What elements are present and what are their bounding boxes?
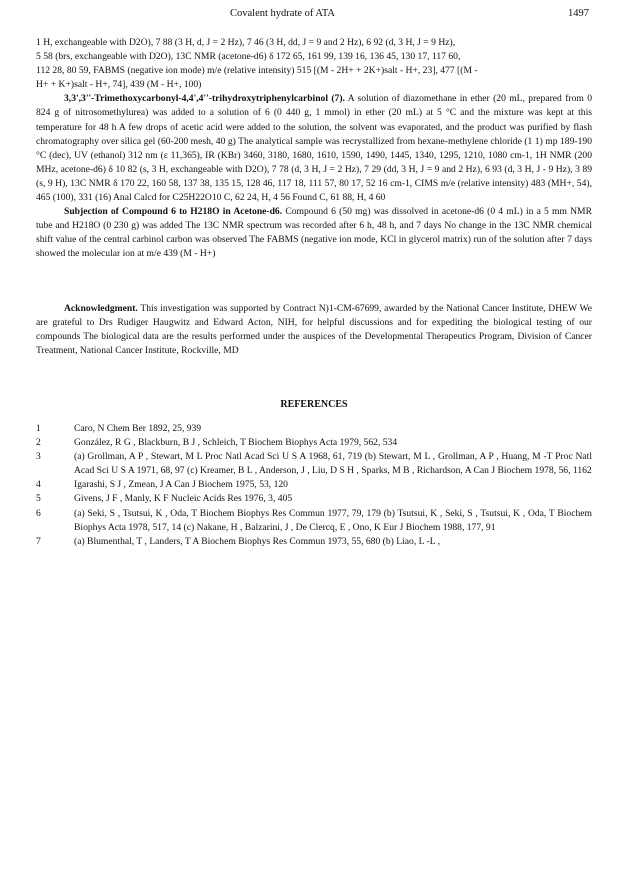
acknowledgment-heading: Acknowledgment. — [64, 302, 138, 314]
continuation-line: H+ + K+)salt - H+, 74], 439 (M - H+, 100) — [36, 79, 202, 91]
reference-item — [36, 422, 592, 436]
spacer — [36, 358, 592, 398]
compound7-text: A solution of diazomethane in ether (20 mL, prepared from 0 824 g of nitrosomethylurea) was added to a solution of 6 (0 440 g, 1 mmol) in ether (20 mL) at 5 °C and the mixture was kept at this temperature for 48 h A few drops of acetic acid were added to the solution, the solvent was evaporated, and the product was purified by flash chromatography over silica gel (60-200 mesh, 40 g) The analytical sample was recrystallized from hexane-methylene chloride (1 1) mp 189-190 °C (dec), UV (ethanol) 312 nm (ε 11,365), IR (KBr) 3460, 3180, 1680, 1610, 1590, 1490, 1445, 1340, 1295, 1210, 1080 cm-1, 1H NMR (200 MHz, acetone-d6) δ 10 82 (s, 3 H, exchangeable with D2O), 7 78 (d, 3 H, J = 2 Hz), 7 29 (dd, 3 H, J = 9 and 2 Hz), 6 93 (d, 3 H, J - 9 Hz), 3 89 (s, 9 H), 13C NMR δ 170 22, 160 58, 137 38, 135 15, 128 46, 117 18, 111 57, 80 17, 52 16 cm-1, CIMS m/e (relative intensity) 483 (MH+, 54), 465 (100), 331 (16) Anal Calcd for C25H22O10 C, 62 24, H, 4 56 Found C, 61 88, H, 4 60 — [36, 93, 592, 204]
article-body — [36, 36, 592, 549]
reference-text: (a) Grollman, A P , Stewart, M L Proc Natl Acad Sci U S A 1968, 61, 719 (b) Stewart, M L , Grollman, A P , Huang, M -T Proc Natl Acad Sci U S A 1971, 68, 97 (c) Kreamer, B L , Anderson, J , Liu, D S H , Sparks, M B , Richardson, A Can J Biochem 1978, 56, 1162 — [74, 451, 592, 477]
continuation-line: 5 58 (brs, exchangeable with D2O), 13C NMR (acetone-d6) δ 172 65, 161 99, 139 16, 136 45, 130 17, 117 60, — [36, 51, 461, 63]
reference-item — [36, 507, 592, 535]
subjection-text: Compound 6 (50 mg) was dissolved in acetone-d6 (0 4 mL) in a 5 mm NMR tube and H218O (0 230 g) was added The 13C NMR spectrum was recorded after 6 h, 48 h, and 7 days No change in the 13C NMR chemical shift value of the central carbinol carbon was observed The FABMS (negative ion mode, KCl in glycerol matrix) run of the solution after 7 days showed the molecular ion at m/e 439 (M - H+) — [36, 206, 592, 260]
reference-text: González, R G , Blackburn, B J , Schleich, T Biochem Biophys Acta 1979, 562, 534 — [74, 437, 398, 449]
subjection-heading: Subjection of Compound 6 to H218O in Acetone-d6. — [64, 206, 283, 218]
reference-number: 5 — [36, 493, 41, 505]
acknowledgment-text: This investigation was supported by Contract N)1-CM-67699, awarded by the National Cancer Institute, DHEW We are grateful to Drs Rudiger Haugwitz and Edward Acton, NIH, for helpful discussions and for expediting the biological testing of our compounds The biological data are the results performed under the auspices of the Developmental Therapeutics Program, Division of Cancer Treatment, National Cancer Institute, Rockville, MD — [36, 302, 592, 356]
reference-number: 6 — [36, 507, 41, 519]
spacer — [36, 262, 592, 302]
reference-item — [36, 492, 592, 506]
reference-text: Givens, J F , Manly, K F Nucleic Acids Res 1976, 3, 405 — [74, 493, 293, 505]
subjection-paragraph — [36, 205, 592, 261]
reference-number: 3 — [36, 451, 41, 463]
reference-text: (a) Seki, S , Tsutsui, K , Oda, T Biochem Biophys Res Commun 1977, 79, 179 (b) Tsutsui, K , Seki, S , Tsutsui, K , Oda, T Biochem Biophys Acta 1978, 517, 14 (c) Nakane, H , Balzarini, J , De Clercq, E , Ono, K Eur J Biochem 1988, 177, 91 — [74, 507, 592, 533]
reference-item — [36, 535, 592, 549]
reference-number: 7 — [36, 535, 41, 547]
compound7-heading: 3,3',3''-Trimethoxycarbonyl-4,4',4''-trihydroxytriphenylcarbinol (7). — [64, 93, 345, 105]
spacer — [36, 412, 592, 422]
reference-number: 4 — [36, 479, 41, 491]
reference-number: 1 — [36, 422, 41, 434]
continuation-block — [36, 36, 592, 92]
reference-text: Igarashi, S J , Zmean, J A Can J Biochem 1975, 53, 120 — [74, 479, 288, 491]
compound7-paragraph — [36, 92, 592, 205]
reference-item — [36, 450, 592, 478]
page-header — [0, 8, 629, 24]
reference-item — [36, 478, 592, 492]
reference-number: 2 — [36, 437, 41, 449]
references-title: REFERENCES — [280, 398, 348, 410]
continuation-line: 112 28, 80 59, FABMS (negative ion mode) m/e (relative intensity) 515 [(M - 2H+ + 2K+)salt - H+, 23], 477 [(M - — [36, 65, 478, 77]
reference-item — [36, 436, 592, 450]
running-title: Covalent hydrate of ATA — [230, 8, 336, 19]
acknowledgment-paragraph — [36, 302, 592, 358]
reference-text: Caro, N Chem Ber 1892, 25, 939 — [74, 422, 202, 434]
continuation-line: 1 H, exchangeable with D2O), 7 88 (3 H, d, J = 2 Hz), 7 46 (3 H, dd, J = 9 and 2 Hz), 6 92 (d, 3 H, J = 9 Hz), — [36, 37, 456, 48]
reference-text: (a) Blumenthal, T , Landers, T A Biochem Biophys Res Commun 1973, 55, 680 (b) Liao, L -L , — [74, 535, 441, 547]
references-list — [36, 422, 592, 549]
page-number: 1497 — [568, 8, 589, 19]
